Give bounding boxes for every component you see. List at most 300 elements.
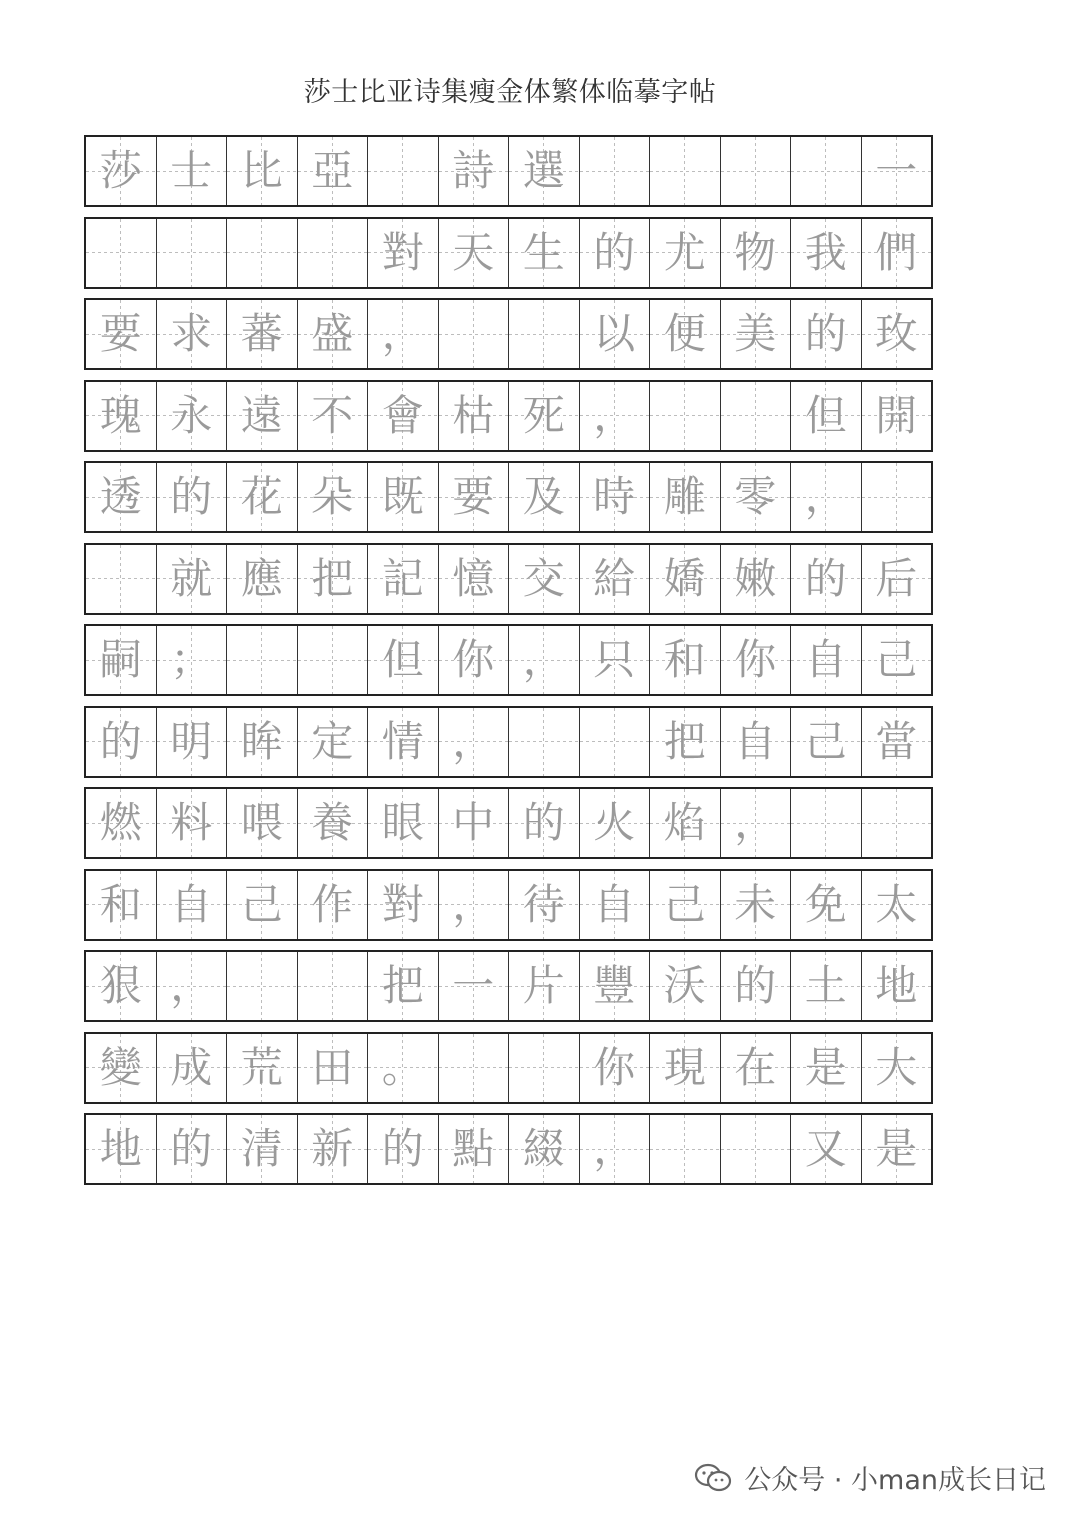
practice-character: 永 <box>170 390 213 440</box>
practice-character: 己 <box>240 879 283 929</box>
practice-character: 又 <box>804 1124 847 1173</box>
grid-row <box>84 1113 933 1185</box>
practice-character: 免 <box>804 879 847 929</box>
practice-character: 交 <box>522 553 565 603</box>
practice-character: 成 <box>170 1042 213 1092</box>
practice-character: 盛 <box>311 309 354 358</box>
practice-character: 零 <box>734 472 777 521</box>
practice-character: 會 <box>381 390 424 440</box>
practice-character: 的 <box>522 798 565 847</box>
practice-character: 變 <box>99 1042 142 1092</box>
practice-character: 選 <box>522 146 565 195</box>
grid-cell <box>86 952 156 1020</box>
grid-cell <box>226 952 297 1020</box>
grid-cell <box>790 626 861 694</box>
practice-character: 給 <box>593 553 636 603</box>
practice-character: 憶 <box>452 553 495 603</box>
practice-character: 自 <box>170 879 213 929</box>
practice-character: 火 <box>593 798 636 847</box>
practice-character: 亞 <box>311 146 354 195</box>
grid-cell <box>649 871 720 939</box>
practice-character: 及 <box>522 472 565 521</box>
grid-cell <box>367 463 438 531</box>
practice-character: 的 <box>170 472 213 521</box>
grid-cell <box>226 137 297 205</box>
grid-cell <box>226 871 297 939</box>
grid-cell <box>156 952 227 1020</box>
practice-character: 雕 <box>663 472 706 521</box>
grid-cell <box>720 545 791 613</box>
grid-row <box>84 1032 933 1104</box>
grid-cell <box>649 382 720 450</box>
grid-row <box>84 787 933 859</box>
grid-cell <box>649 219 720 287</box>
practice-character: 情 <box>381 716 424 766</box>
grid-cell <box>86 382 156 450</box>
grid-cell <box>508 1115 579 1183</box>
practice-character: 詩 <box>452 146 495 195</box>
grid-cell <box>438 626 509 694</box>
practice-character: ， <box>734 798 777 847</box>
grid-cell <box>720 952 791 1020</box>
grid-cell <box>649 1034 720 1102</box>
grid-cell <box>508 219 579 287</box>
grid-cell <box>367 219 438 287</box>
grid-cell <box>790 952 861 1020</box>
practice-character: ， <box>452 879 495 929</box>
grid-cell <box>508 382 579 450</box>
grid-cell <box>579 382 650 450</box>
practice-character: 片 <box>522 961 565 1010</box>
practice-character: 時 <box>593 472 636 521</box>
grid-row <box>84 543 933 615</box>
grid-cell <box>86 545 156 613</box>
grid-cell <box>790 382 861 450</box>
grid-cell <box>297 952 368 1020</box>
practice-character: 你 <box>593 1042 636 1092</box>
practice-character: 開 <box>875 390 918 440</box>
practice-character: 未 <box>734 879 777 929</box>
grid-cell <box>156 219 227 287</box>
practice-character: ， <box>593 1124 636 1173</box>
practice-character: 記 <box>381 553 424 603</box>
grid-cell <box>649 463 720 531</box>
grid-cell <box>861 300 932 368</box>
grid-cell <box>86 708 156 776</box>
grid-cell <box>367 708 438 776</box>
grid-cell <box>649 952 720 1020</box>
practice-character: 對 <box>381 879 424 929</box>
practice-character: 是 <box>804 1042 847 1092</box>
grid-cell <box>226 300 297 368</box>
practice-character: 地 <box>99 1124 142 1173</box>
grid-cell <box>508 789 579 857</box>
grid-row <box>84 950 933 1022</box>
grid-cell <box>156 871 227 939</box>
grid-cell <box>861 952 932 1020</box>
practice-character: 死 <box>522 390 565 440</box>
practice-character: 是 <box>875 1124 918 1173</box>
grid-cell <box>86 137 156 205</box>
grid-cell <box>720 626 791 694</box>
grid-cell <box>367 626 438 694</box>
grid-cell <box>861 789 932 857</box>
grid-cell <box>367 871 438 939</box>
grid-cell <box>156 300 227 368</box>
grid-cell <box>86 789 156 857</box>
grid-cell <box>86 1115 156 1183</box>
grid-cell <box>861 545 932 613</box>
grid-cell <box>861 1115 932 1183</box>
practice-character: 對 <box>381 227 424 277</box>
grid-cell <box>438 952 509 1020</box>
grid-cell <box>438 463 509 531</box>
grid-cell <box>438 545 509 613</box>
practice-character: 士 <box>170 146 213 195</box>
practice-character: 田 <box>311 1042 354 1092</box>
practice-character: 己 <box>663 879 706 929</box>
grid-cell <box>649 789 720 857</box>
practice-character: 眼 <box>381 798 424 847</box>
practice-character: 燃 <box>99 798 142 847</box>
practice-character: ， <box>804 472 847 521</box>
grid-cell <box>790 1115 861 1183</box>
practice-character: 莎 <box>99 146 142 195</box>
practice-character: 己 <box>804 716 847 766</box>
practice-character: 天 <box>452 227 495 277</box>
grid-cell <box>790 300 861 368</box>
grid-cell <box>861 382 932 450</box>
grid-cell <box>226 545 297 613</box>
grid-cell <box>579 789 650 857</box>
practice-character: 遠 <box>240 390 283 440</box>
grid-cell <box>438 219 509 287</box>
practice-character: 土 <box>804 961 847 1010</box>
grid-cell <box>86 626 156 694</box>
practice-character: 綴 <box>522 1124 565 1173</box>
grid-cell <box>297 219 368 287</box>
practice-character: 太 <box>875 879 918 929</box>
practice-character: 的 <box>170 1124 213 1173</box>
grid-row <box>84 217 933 289</box>
grid-cell <box>156 545 227 613</box>
practice-character: 在 <box>734 1042 777 1092</box>
practice-character: 嫩 <box>734 553 777 603</box>
grid-row <box>84 135 933 207</box>
grid-cell <box>579 545 650 613</box>
practice-character: 后 <box>875 553 918 603</box>
grid-cell <box>226 1115 297 1183</box>
practice-character: 以 <box>593 309 636 358</box>
practice-character: 既 <box>381 472 424 521</box>
grid-cell <box>86 300 156 368</box>
grid-cell <box>579 300 650 368</box>
grid-cell <box>649 300 720 368</box>
grid-cell <box>861 1034 932 1102</box>
grid-cell <box>861 708 932 776</box>
grid-cell <box>438 1115 509 1183</box>
practice-character: 一 <box>452 961 495 1010</box>
grid-cell <box>508 137 579 205</box>
practice-character: 不 <box>311 390 354 440</box>
practice-character: 喂 <box>240 798 283 847</box>
grid-cell <box>508 545 579 613</box>
grid-cell <box>579 219 650 287</box>
practice-character: 但 <box>381 635 424 684</box>
grid-row <box>84 380 933 452</box>
grid-cell <box>367 545 438 613</box>
practice-character: 蕃 <box>240 309 283 358</box>
grid-cell <box>156 708 227 776</box>
practice-character: 和 <box>99 879 142 929</box>
grid-cell <box>579 952 650 1020</box>
practice-character: 待 <box>522 879 565 929</box>
grid-cell <box>297 1034 368 1102</box>
practice-character: 和 <box>663 635 706 684</box>
practice-character: 但 <box>804 390 847 440</box>
practice-character: 求 <box>170 309 213 358</box>
practice-character: 的 <box>99 716 142 766</box>
practice-character: 就 <box>170 553 213 603</box>
practice-character: 瑰 <box>99 390 142 440</box>
grid-cell <box>861 137 932 205</box>
grid-cell <box>861 219 932 287</box>
practice-character: 豐 <box>593 961 636 1010</box>
grid-cell <box>720 463 791 531</box>
grid-cell <box>86 463 156 531</box>
grid-cell <box>226 1034 297 1102</box>
grid-cell <box>649 545 720 613</box>
practice-character: 明 <box>170 716 213 766</box>
practice-character: 把 <box>663 716 706 766</box>
practice-character: 自 <box>804 635 847 684</box>
practice-character: 你 <box>734 635 777 684</box>
grid-cell <box>156 382 227 450</box>
grid-cell <box>649 708 720 776</box>
grid-cell <box>720 382 791 450</box>
practice-character: 要 <box>99 309 142 358</box>
practice-character: ； <box>170 635 213 684</box>
practice-character: 一 <box>875 146 918 195</box>
practice-character: 透 <box>99 472 142 521</box>
grid-cell <box>226 789 297 857</box>
practice-character: 美 <box>734 309 777 358</box>
practice-character: 嬌 <box>663 553 706 603</box>
practice-character: 們 <box>875 227 918 277</box>
grid-cell <box>579 871 650 939</box>
practice-character: 要 <box>452 472 495 521</box>
practice-character: ， <box>522 635 565 684</box>
grid-cell <box>226 708 297 776</box>
grid-cell <box>861 626 932 694</box>
grid-cell <box>508 708 579 776</box>
grid-cell <box>790 463 861 531</box>
practice-character: 沃 <box>663 961 706 1010</box>
grid-cell <box>579 137 650 205</box>
practice-character: 焰 <box>663 798 706 847</box>
grid-cell <box>226 626 297 694</box>
grid-cell <box>790 871 861 939</box>
practice-character: 應 <box>240 553 283 603</box>
practice-character: 新 <box>311 1124 354 1173</box>
practice-character: ， <box>381 309 424 358</box>
grid-cell <box>720 789 791 857</box>
grid-cell <box>579 1034 650 1102</box>
grid-cell <box>156 789 227 857</box>
practice-character: 的 <box>804 553 847 603</box>
grid-cell <box>156 1034 227 1102</box>
practice-character: 荒 <box>240 1042 283 1092</box>
grid-cell <box>438 871 509 939</box>
grid-cell <box>367 382 438 450</box>
grid-cell <box>297 871 368 939</box>
grid-row <box>84 461 933 533</box>
grid-cell <box>156 626 227 694</box>
practice-character: 嗣 <box>99 635 142 684</box>
practice-character: 花 <box>240 472 283 521</box>
grid-cell <box>649 626 720 694</box>
grid-cell <box>579 1115 650 1183</box>
watermark-text: 公众号 · 小man成长日记 <box>744 1465 1046 1496</box>
grid-cell <box>86 1034 156 1102</box>
grid-cell <box>438 789 509 857</box>
grid-cell <box>297 545 368 613</box>
practice-character: 現 <box>663 1042 706 1092</box>
grid-cell <box>720 137 791 205</box>
practice-character: 生 <box>522 227 565 277</box>
grid-cell <box>156 1115 227 1183</box>
grid-cell <box>226 463 297 531</box>
practice-character: 的 <box>734 961 777 1010</box>
practice-character: ， <box>452 716 495 766</box>
practice-character: 作 <box>311 879 354 929</box>
grid-row <box>84 706 933 778</box>
practice-character: 己 <box>875 635 918 684</box>
page-title: 莎士比亚诗集瘦金体繁体临摹字帖 <box>303 77 717 108</box>
grid-row <box>84 869 933 941</box>
watermark <box>694 1458 1046 1497</box>
practice-character: 狠 <box>99 961 142 1010</box>
grid-cell <box>508 871 579 939</box>
grid-cell <box>720 300 791 368</box>
practice-character: 定 <box>311 716 354 766</box>
grid-cell <box>438 1034 509 1102</box>
practice-character: ， <box>170 961 213 1010</box>
grid-cell <box>367 789 438 857</box>
grid-cell <box>297 300 368 368</box>
grid-cell <box>438 137 509 205</box>
practice-character: 點 <box>452 1124 495 1173</box>
grid-cell <box>649 137 720 205</box>
grid-cell <box>438 300 509 368</box>
practice-character: 大 <box>875 1042 918 1092</box>
grid-cell <box>226 382 297 450</box>
grid-cell <box>579 463 650 531</box>
practice-grid <box>84 135 933 1195</box>
practice-character: 玫 <box>875 309 918 358</box>
practice-character: 我 <box>804 227 847 277</box>
practice-character: 自 <box>593 879 636 929</box>
grid-cell <box>720 871 791 939</box>
grid-cell <box>508 626 579 694</box>
grid-cell <box>367 1115 438 1183</box>
grid-cell <box>438 382 509 450</box>
grid-cell <box>367 137 438 205</box>
grid-cell <box>649 1115 720 1183</box>
practice-character: 便 <box>663 309 706 358</box>
practice-character: 中 <box>452 798 495 847</box>
grid-cell <box>156 137 227 205</box>
grid-row <box>84 298 933 370</box>
grid-cell <box>508 463 579 531</box>
wechat-icon <box>694 1463 732 1493</box>
grid-cell <box>790 1034 861 1102</box>
grid-cell <box>861 463 932 531</box>
practice-character: 朵 <box>311 472 354 521</box>
grid-cell <box>720 1115 791 1183</box>
practice-character: 養 <box>311 798 354 847</box>
practice-character: 尤 <box>663 227 706 277</box>
practice-character: 自 <box>734 716 777 766</box>
practice-character: 的 <box>593 227 636 277</box>
grid-cell <box>790 219 861 287</box>
grid-cell <box>508 952 579 1020</box>
grid-cell <box>367 1034 438 1102</box>
grid-row <box>84 624 933 696</box>
practice-character: 你 <box>452 635 495 684</box>
grid-cell <box>790 137 861 205</box>
grid-cell <box>297 137 368 205</box>
grid-cell <box>861 871 932 939</box>
practice-character: 。 <box>381 1042 424 1092</box>
grid-cell <box>720 1034 791 1102</box>
grid-cell <box>86 219 156 287</box>
practice-character: 料 <box>170 798 213 847</box>
practice-character: ， <box>593 390 636 440</box>
grid-cell <box>297 463 368 531</box>
grid-cell <box>720 219 791 287</box>
grid-cell <box>297 626 368 694</box>
grid-cell <box>579 708 650 776</box>
practice-character: 當 <box>875 716 918 766</box>
grid-cell <box>226 219 297 287</box>
grid-cell <box>297 1115 368 1183</box>
grid-cell <box>438 708 509 776</box>
grid-cell <box>86 871 156 939</box>
grid-cell <box>579 626 650 694</box>
practice-character: 比 <box>240 146 283 195</box>
grid-cell <box>790 545 861 613</box>
practice-character: 枯 <box>452 390 495 440</box>
practice-character: 物 <box>734 227 777 277</box>
grid-cell <box>297 382 368 450</box>
grid-cell <box>790 708 861 776</box>
grid-cell <box>367 952 438 1020</box>
practice-character: 把 <box>311 553 354 603</box>
practice-character: 的 <box>381 1124 424 1173</box>
practice-character: 眸 <box>240 716 283 766</box>
grid-cell <box>720 708 791 776</box>
practice-character: 把 <box>381 961 424 1010</box>
practice-character: 清 <box>240 1124 283 1173</box>
grid-cell <box>790 789 861 857</box>
grid-cell <box>297 708 368 776</box>
grid-cell <box>367 300 438 368</box>
practice-character: 地 <box>875 961 918 1010</box>
grid-cell <box>508 1034 579 1102</box>
practice-character: 只 <box>593 635 636 684</box>
grid-cell <box>508 300 579 368</box>
